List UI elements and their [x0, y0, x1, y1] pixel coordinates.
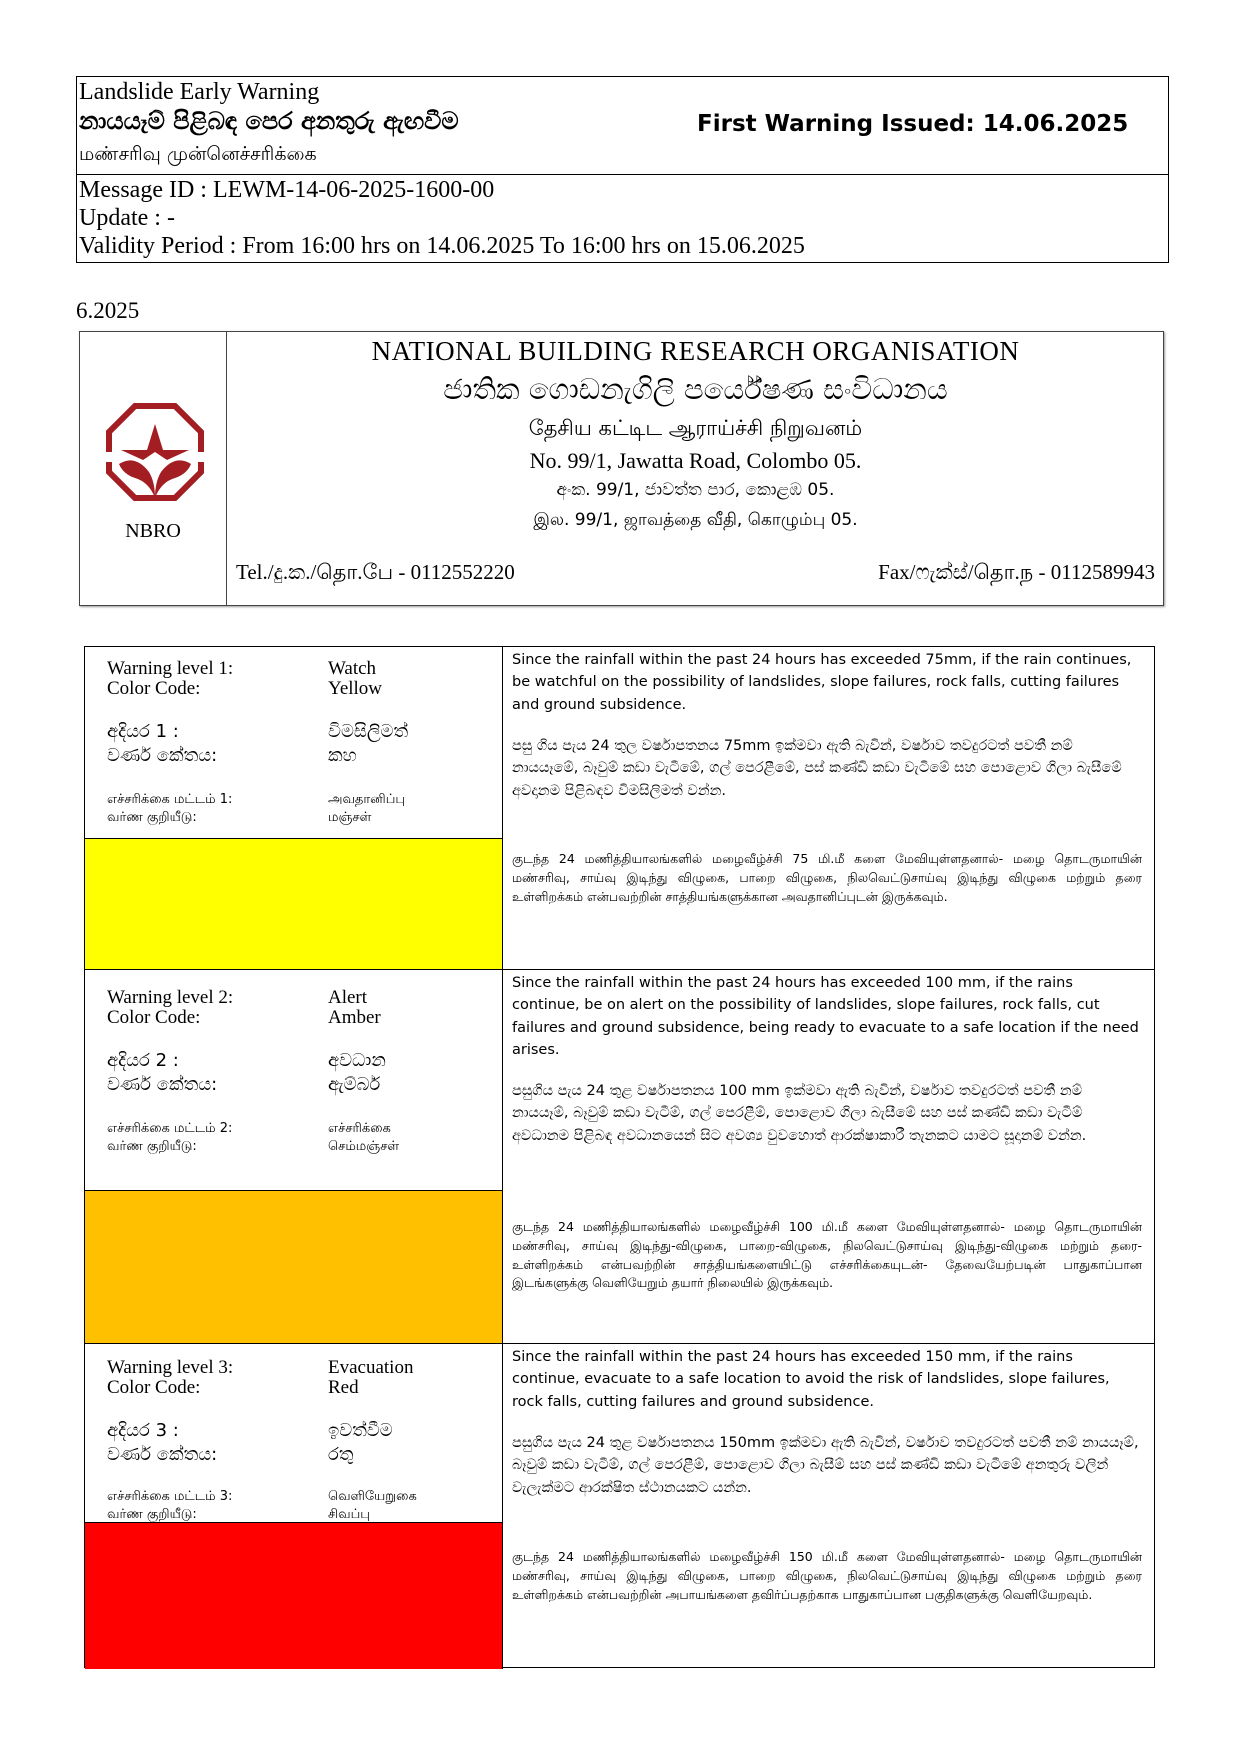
- color-swatch-red: [85, 1522, 502, 1669]
- status-si: විමසිලිමත්: [328, 721, 409, 742]
- color-code-si: වර්ණ කේතය:: [107, 1444, 218, 1465]
- status-si: ඉවත්වීම: [328, 1420, 393, 1441]
- description-en: Since the rainfall within the past 24 hours has exceeded 100 mm, if the rains continue, be on alert on the possibility of landslides, slope failures, rock falls, cut failures and ground subsidence, being ready to evacuate to a safe location if the need arises.: [512, 975, 1139, 1059]
- address-english: No. 99/1, Jawatta Road, Colombo 05.: [529, 448, 862, 473]
- color-code-en: Color Code:: [107, 1007, 201, 1028]
- description-si: පසු ගිය පැය 24 තුල වර්ෂාපතනය 75mm ඉක්මවා ඇති බැවින්, වර්ෂාව තවදුරටත් පවතී නම් නායයෑමේ, බෑවුම් කඩා වැටීමේ, ගල් පෙරළීමේ, පස් කණ්ඩි කඩා වැටීමේ සහ පොළොව ගිලා බැසීමේ අවදානම පිළිබඳව විමසිලිමත් වන්න.: [512, 738, 1122, 799]
- status-en: Watch: [328, 658, 377, 679]
- status-si: අවධාන: [328, 1050, 386, 1071]
- color-ta: சிவப்பு: [328, 1507, 370, 1522]
- level-ta: எச்சரிக்கை மட்டம் 1:: [107, 792, 233, 807]
- status-en: Evacuation: [328, 1357, 414, 1378]
- level-labels: [85, 970, 502, 1162]
- color-ta: மஞ்சள்: [328, 810, 372, 825]
- color-si: රතු: [328, 1444, 354, 1465]
- level-label-cell: [85, 1344, 503, 1669]
- description-ta: குடந்த 24 மணித்தியாலங்களில் மழைவீழ்ச்சி 150 மி.மீ களை மேவியுள்ளதனால்- மழை தொடருமாயின் மண்சரிவு, சாய்வு இடிந்து விழுகை, பாறை விழுகை, நிலவெட்டுசாய்வு இடிந்து விழுகை மற்றும் தரை உள்ளிறக்கம் என்பவற்றின் அபாயங்களை தவிர்ப்பதற்காக பாதுகாப்பான பகுதிகளுக்கு வெளியேறவும்.: [512, 1549, 1142, 1602]
- warning-levels-table: [84, 646, 1155, 1668]
- telephone: Tel./දු.ක./தொ.பே - 0112552220: [236, 560, 515, 584]
- level-en: Warning level 1:: [107, 658, 234, 679]
- level-si: අදියර 1 :: [107, 721, 179, 742]
- warning-level-row: [85, 1344, 1154, 1669]
- color-code-si: වර්ණ කේතය:: [107, 745, 218, 766]
- level-description-cell: [503, 1344, 1154, 1669]
- description-en: Since the rainfall within the past 24 hours has exceeded 150 mm, if the rains continue, evacuate to a safe location to avoid the risk of landslides, slope failures, rock falls, cutting failures and ground subsidence.: [512, 1349, 1110, 1410]
- level-ta: எச்சரிக்கை மட்டம் 3:: [107, 1489, 233, 1504]
- level-ta: எச்சரிக்கை மட்டம் 2:: [107, 1121, 233, 1136]
- color-code-ta: வர்ண குறியீடு:: [107, 810, 197, 825]
- validity-period: Validity Period : From 16:00 hrs on 14.06.2025 To 16:00 hrs on 15.06.2025: [79, 233, 805, 259]
- level-label-cell: [85, 970, 503, 1343]
- color-swatch-yellow: [85, 838, 502, 969]
- org-name-sinhala: ජාතික ගොඩනැගිලි පර්යේෂණ සංවිධානය: [443, 372, 948, 406]
- title-tamil: மண்சரிவு முன்னெச்சரிக்கை: [79, 143, 317, 165]
- color-code-en: Color Code:: [107, 678, 201, 699]
- description-ta: குடந்த 24 மணித்தியாலங்களில் மழைவீழ்ச்சி 75 மி.மீ களை மேவியுள்ளதனால்- மழை தொடருமாயின் மண்சரிவு, சாய்வு இடிந்து விழுகை, பாறை விழுகை, நிலவெட்டுசாய்வு இடிந்து விழுகை மற்றும் தரை உள்ளிறக்கம் என்பவற்றின் சாத்தியங்களுக்கான அவதானிப்புடன் இருக்கவும்.: [512, 851, 1142, 904]
- fax: Fax/ෆැක්ස්/தொ.ந - 0112589943: [878, 560, 1155, 584]
- level-en: Warning level 2:: [107, 987, 234, 1008]
- warning-header: [76, 76, 1169, 263]
- nbro-logo-icon: [105, 402, 205, 512]
- color-ta: செம்மஞ்சள்: [328, 1139, 400, 1154]
- color-code-ta: வர்ண குறியீடு:: [107, 1139, 197, 1154]
- logo-cell: [80, 332, 227, 605]
- color-si: කහ: [328, 745, 357, 766]
- description-en: Since the rainfall within the past 24 hours has exceeded 75mm, if the rain continues, be watchful on the possibility of landslides, slope failures, rock falls, cutting failures and ground subsidence.: [512, 652, 1132, 713]
- color-code-ta: வர்ண குறியீடு:: [107, 1507, 197, 1522]
- level-en: Warning level 3:: [107, 1357, 234, 1378]
- color-en: Yellow: [328, 678, 383, 699]
- level-description-cell: [503, 647, 1154, 969]
- color-code-si: වර්ණ කේතය:: [107, 1074, 218, 1095]
- update-line: Update : -: [79, 205, 175, 231]
- level-labels: [85, 1344, 502, 1536]
- color-si: ඇම්බර්: [328, 1074, 381, 1095]
- description-si: පසුගිය පැය 24 තුළ වර්ෂාපතනය 150mm ඉක්මවා ඇති බැවින්, වර්ෂාව තවදුරටත් පවතී නම් නායයෑම්, බෑවුම් කඩා වැටීම්, ගල් පෙරළීම්, පොළොව ගිලා බැසීම් සහ පස් කණ්ඩි කඩා වැටීමේ අනතුරු වලින් වැලැක්මට ආරක්ෂිත ස්ථානයකට යන්න.: [512, 1435, 1139, 1496]
- status-ta: வெளியேறுகை: [328, 1489, 417, 1504]
- color-en: Amber: [328, 1007, 381, 1028]
- level-labels: [85, 647, 502, 839]
- header-title-section: [77, 77, 1168, 175]
- org-name-tamil: தேசிய கட்டிட ஆராய்ச்சி நிறுவனம்: [528, 416, 863, 440]
- status-ta: அவதானிப்பு: [328, 792, 406, 807]
- description-si: පසුගිය පැය 24 තුළ වර්ෂාපතනය 100 mm ඉක්මවා ඇති බැවින්, වර්ෂාව තවදුරටත් පවතී නම් නායයෑම්, බෑවුම් කඩා වැටීම්, ගල් පෙරළීම්, පොළොව ගිලා බැසීමේ සහ පස් කණ්ඩි කඩා වැටීම් අවධානම පිළිබඳ අවධානයෙන් සිට අවශ්‍ය වුවහොත් ආරක්ෂාකාරී තැනකට යාමට සූදානම් වන්න.: [512, 1083, 1087, 1144]
- color-en: Red: [328, 1377, 359, 1398]
- level-si: අදියර 2 :: [107, 1050, 179, 1071]
- warning-level-row: [85, 970, 1154, 1344]
- date-fragment: 6.2025: [76, 298, 140, 323]
- title-sinhala: නායයෑම් පිළිබඳ පෙර අනතුරු ඇඟවීම: [79, 107, 459, 135]
- level-si: අදියර 3 :: [107, 1420, 179, 1441]
- level-label-cell: [85, 647, 503, 969]
- title-english: Landslide Early Warning: [79, 79, 320, 105]
- level-description-cell: [503, 970, 1154, 1343]
- org-name-english: NATIONAL BUILDING RESEARCH ORGANISATION: [371, 336, 1020, 366]
- first-warning-issued: First Warning Issued: 14.06.2025: [697, 111, 1129, 137]
- nbro-abbreviation: NBRO: [125, 520, 181, 542]
- color-code-en: Color Code:: [107, 1377, 201, 1398]
- address-sinhala: අංක. 99/1, ජාවත්ත පාර, කොළඹ 05.: [556, 480, 835, 500]
- color-swatch-amber: [85, 1190, 502, 1343]
- description-ta: குடந்த 24 மணித்தியாலங்களில் மழைவீழ்ச்சி 100 மி.மீ களை மேவியுள்ளதனால்- மழை தொடருமாயின் மண்சரிவு, சாய்வு இடிந்து-விழுகை, பாறை-விழுகை, நிலவெட்டுசாய்வு இடிந்து-விழுகை மற்றும் தரை-உள்ளிறக்கம் என்பவற்றின் சாத்தியங்களையிட்டு எச்சரிக்கையுடன்- தேவையேற்படின் பாதுகாப்பான இடங்களுக்கு வெளியேறும் தயார் நிலையில் இருக்கவும்.: [512, 1219, 1142, 1291]
- status-en: Alert: [328, 987, 368, 1008]
- organisation-letterhead: [79, 331, 1164, 606]
- message-id: Message ID : LEWM-14-06-2025-1600-00: [79, 177, 495, 203]
- warning-level-row: [85, 647, 1154, 970]
- address-tamil: இல. 99/1, ஜாவத்தை வீதி, கொழும்பு 05.: [533, 510, 858, 530]
- status-ta: எச்சரிக்கை: [328, 1121, 391, 1136]
